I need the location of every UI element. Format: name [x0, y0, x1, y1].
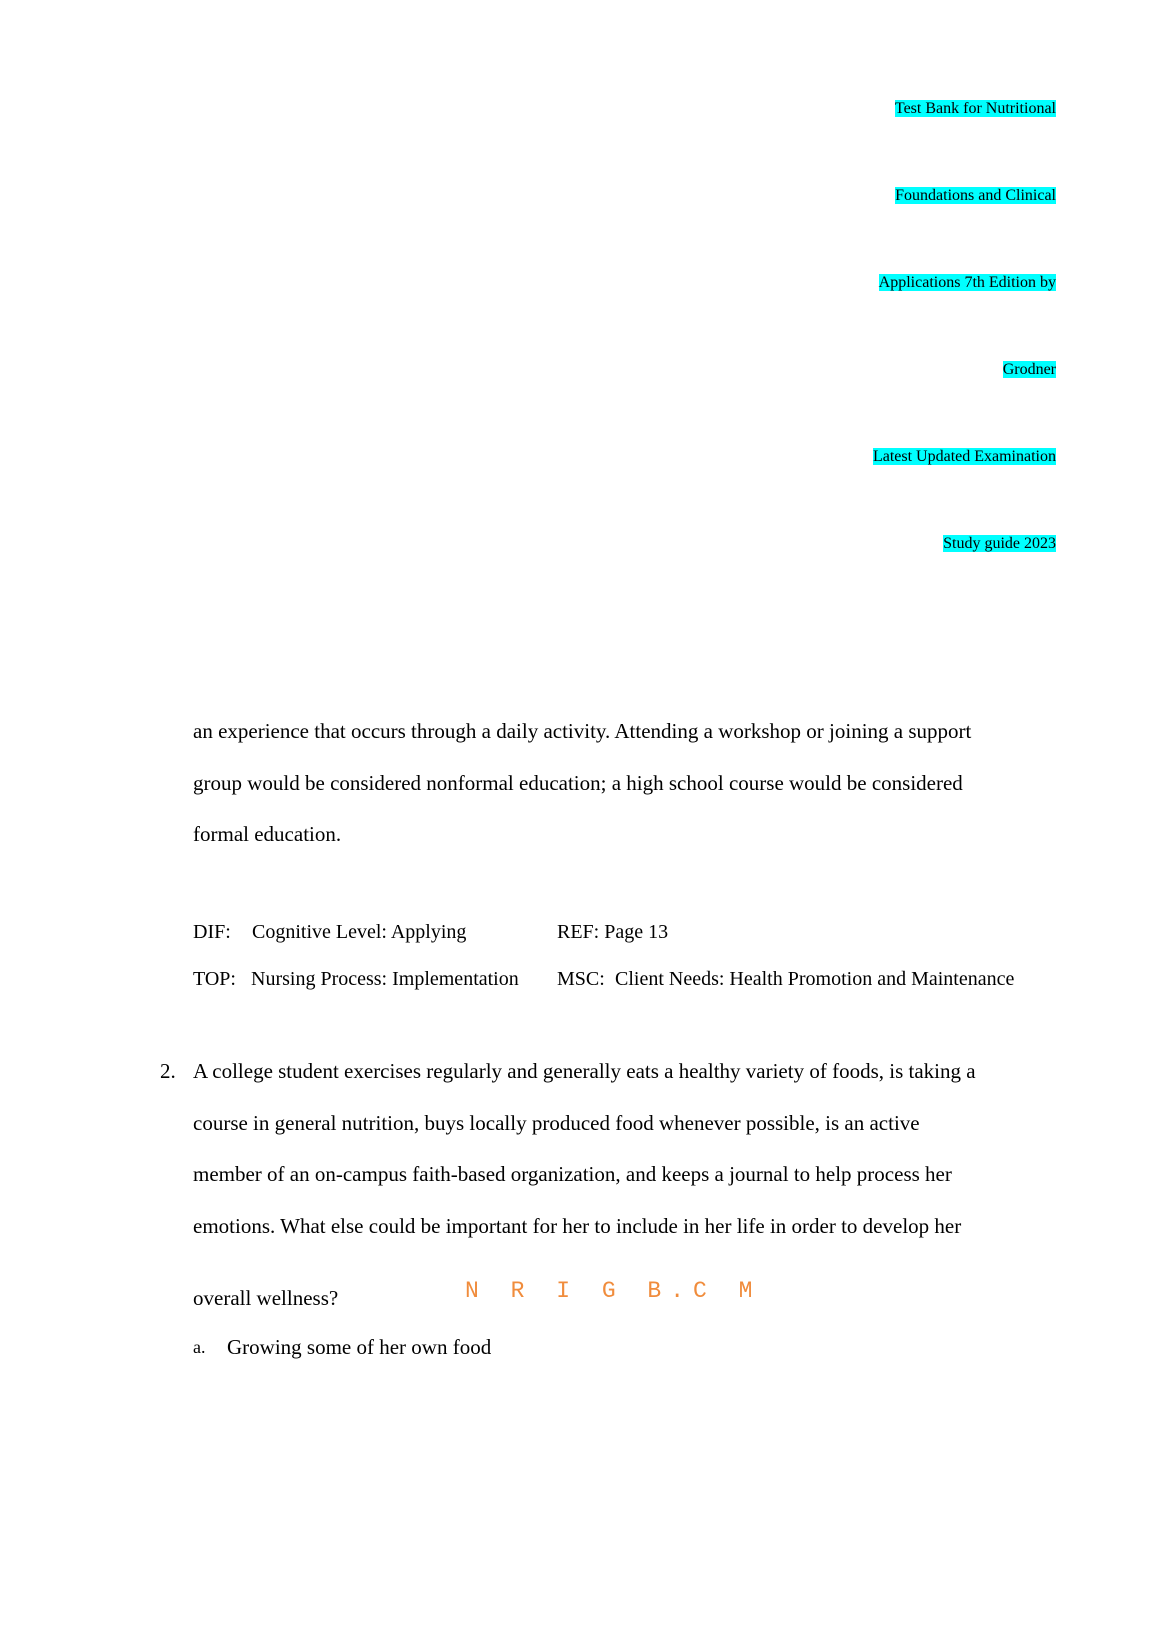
rationale-line: formal education. — [193, 822, 342, 846]
title-line: Latest Updated Examination — [872, 448, 1056, 465]
dif-label: DIF: — [193, 921, 231, 943]
title-line: Applications 7th Edition by — [878, 274, 1056, 291]
question-line: member of an on-campus faith-based organization, and keeps a journal to help process her — [193, 1162, 952, 1186]
top-label: TOP: — [193, 968, 236, 990]
rationale-line: group would be considered nonformal education; a high school course would be considered — [193, 771, 963, 795]
question-line: course in general nutrition, buys locally produced food whenever possible, is an active — [193, 1111, 920, 1135]
question-line: emotions. What else could be important for her to include in her life in order to develop her — [193, 1214, 962, 1238]
option-text: Growing some of her own food — [227, 1335, 492, 1359]
title-line: Study guide 2023 — [943, 535, 1056, 552]
dif-value: Cognitive Level: Applying — [252, 921, 467, 943]
option-letter: a. — [193, 1337, 206, 1357]
title-line: Grodner — [1002, 361, 1056, 378]
rationale-line: an experience that occurs through a daily activity. Attending a workshop or joining a support — [193, 719, 972, 743]
watermark-text: N R I G B.C M — [465, 1278, 762, 1304]
question-number: 2. — [160, 1059, 176, 1083]
top-value: Nursing Process: Implementation — [251, 968, 519, 990]
ref-value: REF: Page 13 — [557, 921, 669, 943]
question-line: overall wellness? — [193, 1286, 339, 1310]
title-line: Foundations and Clinical — [895, 187, 1056, 204]
msc-value: Client Needs: Health Promotion and Maintenance — [615, 968, 1015, 990]
question-line: A college student exercises regularly and generally eats a healthy variety of foods, is taking a — [193, 1059, 976, 1083]
title-line: Test Bank for Nutritional — [894, 100, 1056, 117]
msc-label: MSC: — [557, 968, 605, 990]
